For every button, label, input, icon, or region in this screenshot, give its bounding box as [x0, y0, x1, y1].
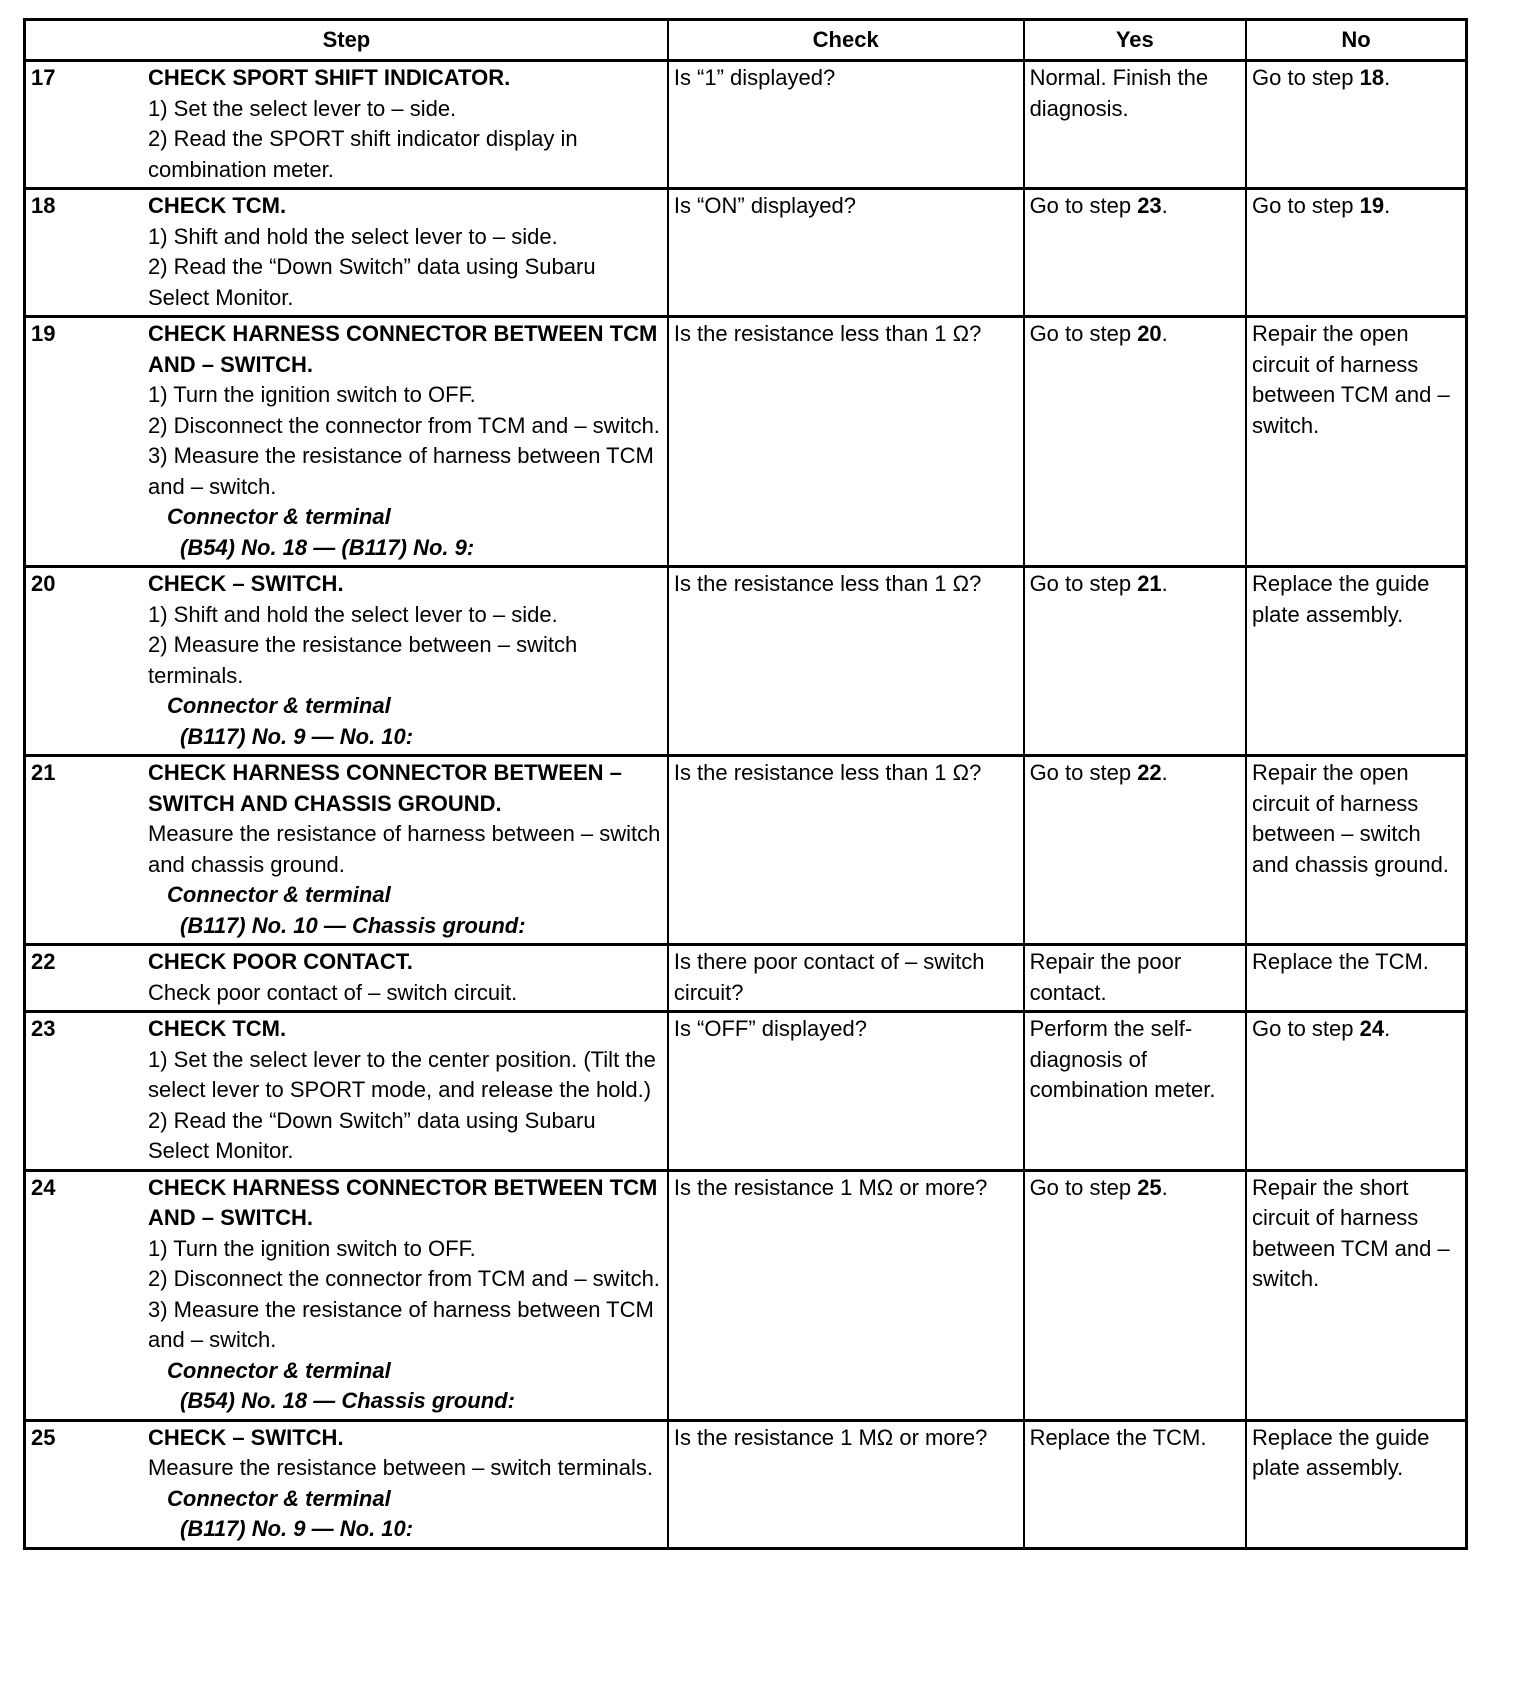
step-number: 18 [31, 193, 56, 218]
header-step: Step [25, 20, 668, 61]
goto-suffix: . [1384, 1016, 1391, 1041]
no-cell: Replace the TCM. [1246, 945, 1466, 1012]
step-title: CHECK HARNESS CONNECTOR BETWEEN TCM AND – SWITCH. [148, 1174, 658, 1230]
connector-terminal: (B117) No. 9 — No. 10: [180, 723, 414, 749]
step-instruction: Measure the resistance of harness between – switch and chassis ground. [148, 821, 661, 877]
table-row [25, 945, 1467, 1012]
connector-terminal: (B54) No. 18 — (B117) No. 9: [180, 534, 475, 560]
step-instruction: 2) Measure the resistance between – switch terminals. [148, 632, 578, 688]
step-cell [25, 1012, 668, 1171]
step-number: 23 [31, 1016, 56, 1041]
connector-label: Connector & terminal [167, 1357, 391, 1383]
no-cell [1246, 189, 1466, 317]
goto-suffix: . [1161, 571, 1168, 596]
step-title: CHECK HARNESS CONNECTOR BETWEEN – SWITCH AND CHASSIS GROUND. [148, 760, 622, 816]
goto-suffix: . [1161, 321, 1168, 346]
table-row [25, 567, 1467, 756]
step-cell [25, 317, 668, 567]
goto-step-number: 20 [1137, 321, 1162, 346]
step-instruction: 1) Turn the ignition switch to OFF. [148, 1235, 476, 1261]
connector-label: Connector & terminal [167, 504, 391, 529]
connector-label: Connector & terminal [167, 693, 391, 718]
step-title: CHECK TCM. [148, 193, 287, 218]
goto-prefix: Go to step [1029, 193, 1138, 218]
check-cell: Is the resistance 1 MΩ or more? [668, 1420, 1024, 1548]
table-row [25, 1170, 1467, 1420]
no-cell [1246, 1012, 1466, 1171]
step-instruction: 2) Disconnect the connector from TCM and – switch. [148, 1266, 660, 1291]
goto-suffix: . [1161, 760, 1168, 785]
check-cell: Is the resistance less than 1 Ω? [668, 317, 1024, 567]
step-instruction: 3) Measure the resistance of harness between TCM and – switch. [148, 1296, 654, 1352]
goto-suffix: . [1384, 193, 1391, 218]
goto-prefix: Go to step [1029, 321, 1138, 346]
step-title: CHECK POOR CONTACT. [148, 949, 413, 974]
step-instruction: 1) Set the select lever to the center position. (Tilt the select lever to SPORT mode, and release the hold.) [148, 1046, 656, 1102]
step-cell [25, 756, 668, 945]
goto-step-number: 21 [1137, 571, 1162, 596]
goto-step-number: 19 [1359, 193, 1385, 218]
check-cell: Is “ON” displayed? [668, 189, 1024, 317]
step-cell [25, 1170, 668, 1420]
step-number: 22 [31, 949, 56, 974]
step-cell [25, 567, 668, 756]
goto-suffix: . [1161, 193, 1168, 218]
check-cell: Is there poor contact of – switch circuit? [668, 945, 1024, 1012]
step-cell [25, 61, 668, 189]
check-cell: Is “OFF” displayed? [668, 1012, 1024, 1171]
table-row [25, 756, 1467, 945]
step-instruction: 1) Turn the ignition switch to OFF. [148, 382, 476, 407]
step-instruction: 1) Shift and hold the select lever to – side. [148, 223, 558, 249]
step-title: CHECK – SWITCH. [148, 1424, 344, 1450]
step-title: CHECK – SWITCH. [148, 571, 344, 596]
step-instruction: 1) Shift and hold the select lever to – side. [148, 601, 558, 627]
goto-step-number: 22 [1137, 760, 1162, 785]
goto-suffix: . [1161, 1174, 1168, 1200]
diagnostic-table [23, 18, 1468, 1550]
connector-label: Connector & terminal [167, 1485, 391, 1511]
yes-cell: Perform the self-diagnosis of combination meter. [1024, 1012, 1246, 1171]
no-cell [1246, 61, 1466, 189]
no-cell: Replace the guide plate assembly. [1246, 567, 1466, 756]
connector-label: Connector & terminal [167, 882, 391, 907]
step-title: CHECK SPORT SHIFT INDICATOR. [148, 65, 511, 90]
connector-terminal: (B54) No. 18 — Chassis ground: [180, 1388, 515, 1413]
yes-cell: Normal. Finish the diagnosis. [1024, 61, 1246, 189]
table-header-row [25, 20, 1467, 61]
step-instruction: 3) Measure the resistance of harness between TCM and – switch. [148, 443, 654, 499]
step-instruction: Check poor contact of – switch circuit. [148, 979, 518, 1005]
step-title: CHECK TCM. [148, 1016, 287, 1041]
no-cell: Repair the short circuit of harness between TCM and – switch. [1246, 1170, 1466, 1420]
yes-cell [1024, 567, 1246, 756]
table-row [25, 189, 1467, 317]
header-check: Check [668, 20, 1024, 61]
goto-step-number: 24 [1359, 1016, 1385, 1041]
step-instruction: 2) Read the “Down Switch” data using Subaru Select Monitor. [148, 1107, 596, 1163]
goto-prefix: Go to step [1252, 193, 1360, 218]
no-cell: Repair the open circuit of harness between – switch and chassis ground. [1246, 756, 1466, 945]
step-number: 25 [31, 1424, 56, 1450]
connector-terminal: (B117) No. 9 — No. 10: [180, 1516, 414, 1541]
header-no: No [1246, 20, 1466, 61]
goto-step-number: 25 [1137, 1174, 1162, 1200]
step-number: 20 [31, 571, 56, 596]
check-cell: Is the resistance less than 1 Ω? [668, 756, 1024, 945]
table-row [25, 1012, 1467, 1171]
goto-prefix: Go to step [1252, 65, 1360, 90]
step-cell [25, 945, 668, 1012]
step-instruction: Measure the resistance between – switch terminals. [148, 1455, 654, 1480]
step-instruction: 2) Read the “Down Switch” data using Subaru Select Monitor. [148, 254, 596, 310]
goto-prefix: Go to step [1252, 1016, 1360, 1041]
step-instruction: 2) Read the SPORT shift indicator display in combination meter. [148, 126, 578, 182]
goto-step-number: 23 [1137, 193, 1162, 218]
goto-step-number: 18 [1359, 65, 1385, 90]
goto-prefix: Go to step [1029, 571, 1138, 596]
step-cell [25, 1420, 668, 1548]
goto-suffix: . [1384, 65, 1391, 90]
yes-cell [1024, 317, 1246, 567]
goto-prefix: Go to step [1029, 760, 1138, 785]
goto-prefix: Go to step [1029, 1174, 1138, 1200]
step-instruction: 2) Disconnect the connector from TCM and – switch. [148, 412, 660, 438]
yes-cell [1024, 756, 1246, 945]
table-row [25, 317, 1467, 567]
step-number: 24 [31, 1174, 56, 1200]
check-cell: Is the resistance 1 MΩ or more? [668, 1170, 1024, 1420]
step-cell [25, 189, 668, 317]
check-cell: Is the resistance less than 1 Ω? [668, 567, 1024, 756]
no-cell: Repair the open circuit of harness between TCM and – switch. [1246, 317, 1466, 567]
yes-cell: Replace the TCM. [1024, 1420, 1246, 1548]
step-number: 17 [31, 65, 56, 90]
check-cell: Is “1” displayed? [668, 61, 1024, 189]
yes-cell [1024, 189, 1246, 317]
step-instruction: 1) Set the select lever to – side. [148, 95, 457, 121]
step-title: CHECK HARNESS CONNECTOR BETWEEN TCM AND – SWITCH. [148, 321, 658, 377]
table-row [25, 61, 1467, 189]
yes-cell [1024, 1170, 1246, 1420]
connector-terminal: (B117) No. 10 — Chassis ground: [180, 912, 526, 938]
step-number: 21 [31, 760, 56, 785]
table-row [25, 1420, 1467, 1548]
step-number: 19 [31, 321, 56, 346]
yes-cell: Repair the poor contact. [1024, 945, 1246, 1012]
header-yes: Yes [1024, 20, 1246, 61]
no-cell: Replace the guide plate assembly. [1246, 1420, 1466, 1548]
